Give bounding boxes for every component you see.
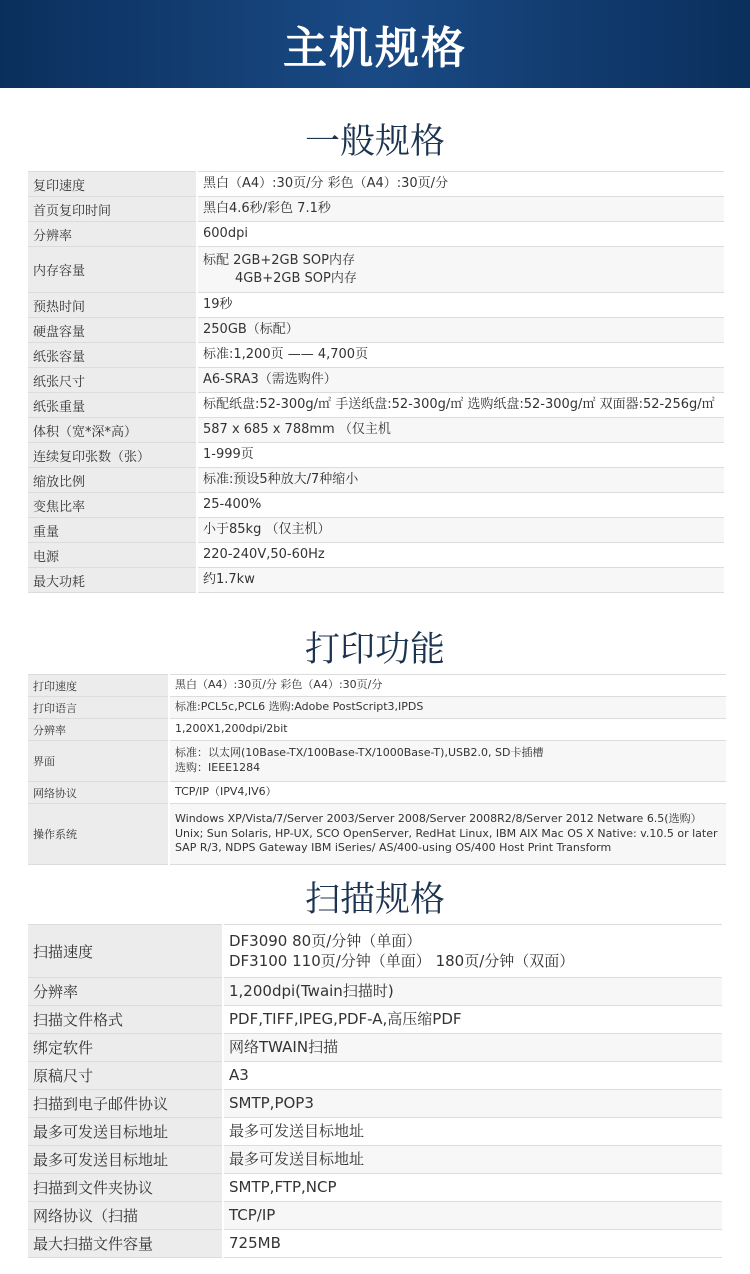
spec-value-line: 1,200dpi(Twain扫描时): [229, 982, 394, 1001]
spec-value-line: TCP/IP（IPV4,IV6）: [175, 785, 277, 799]
spec-value-line: 587 x 685 x 788mm （仅主机: [203, 422, 391, 438]
spec-row: [28, 804, 726, 865]
spec-label: 分辨率: [28, 719, 169, 741]
spec-value-line: 600dpi: [203, 226, 248, 242]
spec-value: [197, 468, 724, 493]
spec-value-line: 250GB（标配）: [203, 322, 299, 338]
spec-value-line: 黑白4.6秒/彩色 7.1秒: [203, 201, 331, 217]
spec-label: 原稿尺寸: [28, 1062, 223, 1090]
spec-label: 纸张容量: [28, 343, 197, 368]
spec-value-line: TCP/IP: [229, 1206, 276, 1225]
spec-value-line: 1,200X1,200dpi/2bit: [175, 722, 288, 736]
spec-value-line: 标准:PCL5c,PCL6 选购:Adobe PostScript3,IPDS: [175, 700, 424, 714]
spec-label: 变焦比率: [28, 493, 197, 518]
spec-row: [28, 1230, 722, 1258]
spec-label: 绑定软件: [28, 1034, 223, 1062]
spec-row: [28, 1034, 722, 1062]
spec-label: 打印速度: [28, 675, 169, 697]
spec-label: 重量: [28, 518, 197, 543]
spec-label: 纸张尺寸: [28, 368, 197, 393]
spec-value: [223, 1034, 722, 1062]
scan-spec-table: [28, 924, 722, 1258]
spec-label: 硬盘容量: [28, 318, 197, 343]
spec-label: 网络协议: [28, 782, 169, 804]
spec-label: 内存容量: [28, 247, 197, 293]
section-title-general: 一般规格: [304, 122, 445, 162]
spec-row: [28, 719, 726, 741]
spec-label: 最多可发送目标地址: [28, 1146, 223, 1174]
spec-row: [28, 343, 724, 368]
spec-row: [28, 1062, 722, 1090]
spec-label: 分辨率: [28, 222, 197, 247]
spec-value: [169, 697, 726, 719]
spec-row: [28, 418, 724, 443]
spec-value: [197, 568, 724, 593]
spec-value-line: 25-400%: [203, 497, 262, 513]
spec-label: 体积（宽*深*高）: [28, 418, 197, 443]
spec-row: [28, 675, 726, 697]
spec-value: [197, 368, 724, 393]
spec-value: [223, 1090, 722, 1118]
spec-value: [197, 518, 724, 543]
spec-value-line: 725MB: [229, 1234, 281, 1253]
spec-row: [28, 493, 724, 518]
spec-value-line: 选购：IEEE1284: [175, 761, 261, 774]
spec-value-line: PDF,TIFF,IPEG,PDF-A,高压缩PDF: [229, 1010, 462, 1029]
spec-value: [197, 443, 724, 468]
spec-label: 界面: [28, 741, 169, 782]
spec-row: [28, 172, 724, 197]
spec-value: [197, 197, 724, 222]
spec-label: 打印语言: [28, 697, 169, 719]
spec-row: [28, 1090, 722, 1118]
spec-row: [28, 925, 722, 978]
spec-value-line: DF3090 80页/分钟（单面）: [229, 931, 422, 950]
spec-value-line: DF3100 110页/分钟（单面） 180页/分钟（双面）: [229, 952, 575, 970]
spec-row: [28, 978, 722, 1006]
spec-value: [223, 1146, 722, 1174]
spec-row: [28, 1174, 722, 1202]
spec-value: [197, 493, 724, 518]
spec-value: [169, 719, 726, 741]
spec-row: [28, 197, 724, 222]
spec-value-line: A6-SRA3（需选购件）: [203, 372, 337, 388]
spec-value: [223, 978, 722, 1006]
spec-value-line: 4GB+2GB SOP内存: [235, 270, 357, 286]
spec-value: [197, 393, 724, 418]
spec-row: [28, 247, 724, 293]
spec-value-line: 19秒: [203, 297, 233, 313]
spec-value-line: 黑白（A4）:30页/分 彩色（A4）:30页/分: [175, 678, 383, 692]
spec-label: 最大扫描文件容量: [28, 1230, 223, 1258]
spec-label: 电源: [28, 543, 197, 568]
general-spec-table: [28, 171, 724, 593]
spec-value-line: 最多可发送目标地址: [229, 1150, 365, 1169]
spec-value: [197, 222, 724, 247]
spec-value: [169, 804, 726, 865]
section-title-scan: 扫描规格: [304, 880, 445, 920]
spec-label: 扫描速度: [28, 925, 223, 978]
print-spec-table: [28, 674, 726, 865]
spec-value: [223, 1174, 722, 1202]
spec-value: [223, 1230, 722, 1258]
spec-value: [169, 782, 726, 804]
spec-value-line: 1-999页: [203, 447, 254, 463]
spec-row: [28, 568, 724, 593]
spec-value-line: SMTP,FTP,NCP: [229, 1178, 337, 1197]
spec-row: [28, 1118, 722, 1146]
spec-row: [28, 222, 724, 247]
spec-value: [223, 925, 722, 978]
spec-row: [28, 697, 726, 719]
section-title-print: 打印功能: [304, 630, 445, 670]
spec-label: 操作系统: [28, 804, 169, 865]
spec-row: [28, 543, 724, 568]
spec-label: 连续复印张数（张）: [28, 443, 197, 468]
spec-value-line: 220-240V,50-60Hz: [203, 547, 325, 563]
spec-value-line: 标配 2GB+2GB SOP内存: [203, 252, 356, 268]
spec-value: [169, 675, 726, 697]
spec-value-line: 标配纸盘:52-300g/㎡ 手送纸盘:52-300g/㎡ 选购纸盘:52-300g/㎡ 双面器:52-256g/㎡: [203, 397, 715, 413]
spec-row: [28, 368, 724, 393]
spec-value-line: 标准:1,200页 —— 4,700页: [203, 347, 369, 363]
spec-row: [28, 1006, 722, 1034]
spec-label: 扫描文件格式: [28, 1006, 223, 1034]
spec-value: [223, 1202, 722, 1230]
spec-label: 缩放比例: [28, 468, 197, 493]
spec-value-line: 标准:预设5种放大/7种缩小: [203, 472, 359, 488]
spec-value-line: 最多可发送目标地址: [229, 1122, 365, 1141]
spec-row: [28, 782, 726, 804]
spec-row: [28, 393, 724, 418]
spec-label: 最多可发送目标地址: [28, 1118, 223, 1146]
page-title: 主机规格: [283, 23, 467, 74]
spec-value: [197, 247, 724, 293]
spec-row: [28, 1146, 722, 1174]
spec-value: [223, 1062, 722, 1090]
spec-value: [197, 543, 724, 568]
spec-value: [223, 1118, 722, 1146]
header-banner: [0, 0, 750, 88]
spec-label: 首页复印时间: [28, 197, 197, 222]
spec-row: [28, 443, 724, 468]
spec-label: 最大功耗: [28, 568, 197, 593]
spec-value-line: Unix; Sun Solaris, HP-UX, SCO OpenServer, RedHat Linux, IBM AIX Mac OS X Native: v.10.5 or later: [175, 826, 718, 840]
spec-value: [197, 172, 724, 197]
spec-value: [197, 293, 724, 318]
spec-value-line: 小于85kg （仅主机）: [203, 522, 331, 538]
spec-label: 分辨率: [28, 978, 223, 1006]
spec-label: 纸张重量: [28, 393, 197, 418]
spec-label: 扫描到文件夹协议: [28, 1174, 223, 1202]
spec-value: [169, 741, 726, 782]
spec-value: [197, 343, 724, 368]
spec-value-line: SMTP,POP3: [229, 1094, 314, 1113]
spec-label: 网络协议（扫描: [28, 1202, 223, 1230]
spec-value: [197, 318, 724, 343]
spec-value-line: 黑白（A4）:30页/分 彩色（A4）:30页/分: [203, 176, 449, 192]
spec-value: [223, 1006, 722, 1034]
spec-value-line: 约1.7kw: [203, 572, 255, 588]
spec-row: [28, 318, 724, 343]
spec-value-line: Windows XP/Vista/7/Server 2003/Server 2008/Server 2008R2/8/Server 2012 Netware 6.5(选购）: [175, 811, 702, 825]
spec-value-line: 网络TWAIN扫描: [229, 1038, 339, 1057]
spec-row: [28, 1202, 722, 1230]
spec-value-line: A3: [229, 1066, 249, 1085]
spec-value-line: SAP R/3, NDPS Gateway IBM iSeries/ AS/400-using OS/400 Host Print Transform: [175, 841, 612, 855]
spec-value: [197, 418, 724, 443]
spec-label: 预热时间: [28, 293, 197, 318]
spec-label: 扫描到电子邮件协议: [28, 1090, 223, 1118]
spec-label: 复印速度: [28, 172, 197, 197]
spec-value-line: 标准：以太网(10Base-TX/100Base-TX/1000Base-T),USB2.0, SD卡插槽: [175, 746, 544, 760]
spec-row: [28, 293, 724, 318]
spec-row: [28, 468, 724, 493]
spec-row: [28, 518, 724, 543]
spec-row: [28, 741, 726, 782]
